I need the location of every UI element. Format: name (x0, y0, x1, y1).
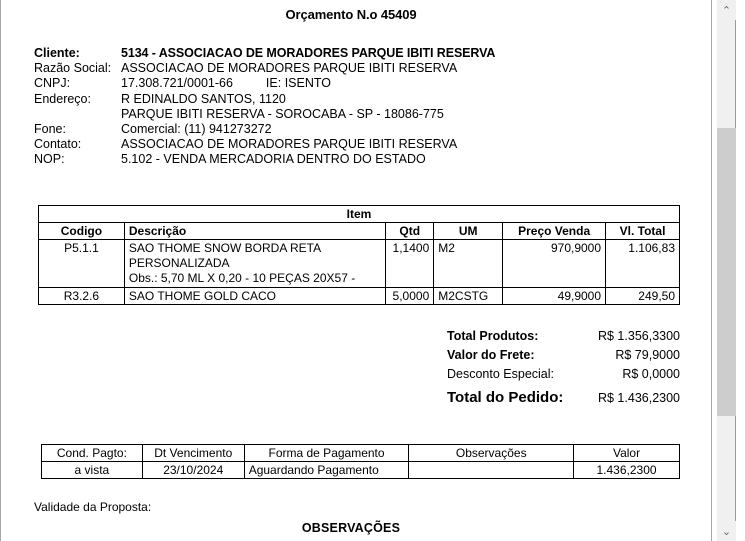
totals-block (447, 329, 680, 413)
payment-forma-pagamento: Aguardando Pagamento (244, 462, 409, 479)
items-col-preco-venda: Preço Venda (503, 223, 606, 240)
items-group-header-item: Item (39, 206, 680, 223)
item-descricao-line2: PERSONALIZADA (128, 256, 230, 270)
payment-valor: 1.436,2300 (574, 462, 680, 479)
payment-conditions-table (41, 444, 680, 479)
item-vl-total: 1.106,83 (606, 240, 680, 288)
validade-proposta-label: Validade da Proposta: (34, 500, 152, 514)
client-row-endereco (34, 92, 495, 107)
client-value-ie: ISENTO (284, 76, 332, 91)
client-label-cnpj: CNPJ: (34, 76, 71, 91)
item-preco-venda: 49,9000 (503, 288, 606, 305)
vertical-scrollbar[interactable] (712, 0, 745, 541)
total-pedido-label: Total do Pedido: (447, 389, 564, 406)
client-label-contato: Contato: (34, 137, 82, 152)
total-produtos-label: Total Produtos: (447, 329, 539, 343)
client-row-razao-social (34, 61, 495, 76)
observacoes-section-title: OBSERVAÇÕES (301, 521, 401, 535)
total-pedido-value: R$ 1.436,2300 (597, 391, 680, 405)
table-row (42, 462, 680, 479)
client-value-cnpj: 17.308.721/0001-66 (121, 76, 233, 91)
items-col-um: UM (434, 223, 503, 240)
client-label-endereco: Endereço: (34, 91, 91, 106)
item-um: M2 (434, 240, 503, 288)
total-produtos-value: R$ 1.356,3300 (597, 329, 680, 343)
items-col-descricao: Descrição (124, 223, 385, 240)
page-title: Orçamento N.o 45409 (285, 7, 417, 22)
client-value-endereco-line2: PARQUE IBITI RESERVA - SOROCABA - SP - 18086-775 (121, 106, 444, 121)
item-descricao-line3: Obs.: 5,70 ML X 0,20 - 10 PEÇAS 20X57 - (128, 271, 356, 285)
client-row-fone (34, 122, 495, 137)
client-info-block (34, 46, 495, 168)
client-row-cliente (34, 46, 495, 61)
client-value-cliente: 5134 - ASSOCIACAO DE MORADORES PARQUE IBITI RESERVA (121, 46, 496, 60)
desconto-especial-value: R$ 0,0000 (622, 367, 680, 381)
items-col-codigo: Codigo (39, 223, 125, 240)
payment-col-forma-pagamento: Forma de Pagamento (244, 445, 409, 462)
payment-cond-pagto: a vista (42, 462, 143, 479)
total-produtos-row (447, 329, 680, 348)
client-label-ie: IE: (265, 76, 282, 91)
client-row-cnpj (34, 76, 495, 91)
item-codigo: R3.2.6 (39, 288, 125, 305)
client-label-cliente: Cliente: (34, 46, 80, 60)
valor-frete-row (447, 348, 680, 367)
items-col-qtd: Qtd (386, 223, 434, 240)
chevron-up-icon: ⌃ (721, 3, 732, 17)
item-codigo: P5.1.1 (39, 240, 125, 288)
total-pedido-row (447, 389, 680, 413)
scroll-down-button[interactable] (717, 521, 736, 541)
item-descricao: SAO THOME GOLD CACO (124, 288, 385, 305)
client-label-fone: Fone: (34, 121, 66, 136)
client-row-contato (34, 137, 495, 152)
items-header-row (39, 223, 680, 240)
client-row-endereco-line2 (34, 107, 495, 122)
item-descricao (124, 240, 385, 288)
scrollbar-thumb[interactable] (717, 128, 736, 416)
client-value-fone: Comercial: (11) 941273272 (121, 121, 272, 136)
payment-dt-vencimento: 23/10/2024 (142, 462, 244, 479)
item-um: M2CSTG (434, 288, 503, 305)
client-value-contato: ASSOCIACAO DE MORADORES PARQUE IBITI RESERVA (121, 137, 458, 152)
desconto-especial-row (447, 367, 680, 386)
valor-frete-value: R$ 79,9000 (615, 348, 680, 362)
client-label-nop: NOP: (34, 152, 65, 167)
desconto-especial-label: Desconto Especial: (447, 367, 555, 381)
item-descricao-line1: SAO THOME SNOW BORDA RETA (128, 241, 322, 255)
client-value-endereco: R EDINALDO SANTOS, 1120 (121, 91, 286, 106)
payment-header-row (42, 445, 680, 462)
table-row (39, 240, 680, 288)
items-col-vl-total: Vl. Total (606, 223, 680, 240)
payment-col-cond-pagto: Cond. Pagto: (42, 445, 143, 462)
item-qtd: 1,1400 (386, 240, 434, 288)
item-preco-venda: 970,9000 (503, 240, 606, 288)
client-value-razao-social: ASSOCIACAO DE MORADORES PARQUE IBITI RESERVA (121, 61, 458, 76)
items-group-header-row (39, 206, 680, 223)
payment-observacoes (409, 462, 574, 479)
payment-col-valor: Valor (574, 445, 680, 462)
chevron-down-icon: ⌄ (721, 524, 732, 538)
payment-col-dt-vencimento: Dt Vencimento (142, 445, 244, 462)
client-value-nop: 5.102 - VENDA MERCADORIA DENTRO DO ESTADO (121, 152, 426, 167)
item-vl-total: 249,50 (606, 288, 680, 305)
scroll-up-button[interactable] (717, 0, 736, 20)
valor-frete-label: Valor do Frete: (447, 348, 535, 362)
items-table (38, 205, 680, 305)
payment-col-observacoes: Observações (409, 445, 574, 462)
client-label-razao-social: Razão Social: (34, 61, 112, 76)
item-qtd: 5,0000 (386, 288, 434, 305)
table-row (39, 288, 680, 305)
client-row-nop (34, 152, 495, 167)
